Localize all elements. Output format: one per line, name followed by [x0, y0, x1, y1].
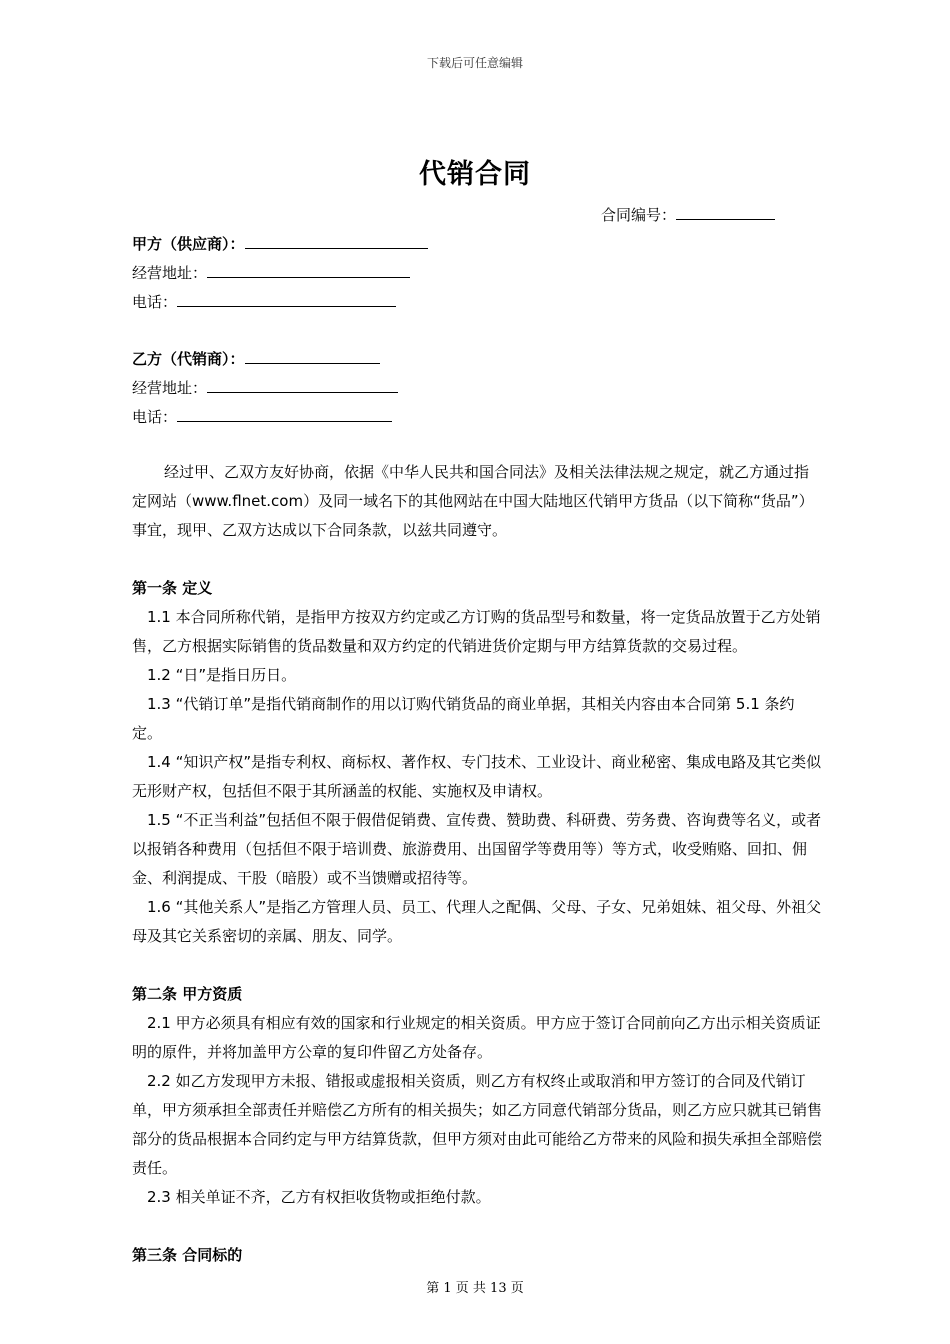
section-title: 第一条 定义 [132, 579, 213, 597]
clause-item: 1.6 “其他关系人”是指乙方管理人员、员工、代理人之配偶、父母、子女、兄弟姐妹、祖父母、外祖父母及其它关系密切的亲属、朋友、同学。 [132, 898, 822, 945]
clause-item: 1.2 “日”是指日历日。 [147, 666, 297, 684]
section-title: 第二条 甲方资质 [132, 985, 243, 1003]
header-note: 下载后可任意编辑 [426, 56, 523, 70]
party-a-line [132, 233, 428, 254]
party-b-address-label: 经营地址： [132, 379, 208, 397]
party-b-address-line [132, 377, 398, 398]
contract-body [132, 458, 822, 1270]
page-footer: 第 1 页 共 13 页 [426, 1281, 524, 1296]
clause-item: 2.2 如乙方发现甲方未报、错报或虚报相关资质，则乙方有权终止或取消和甲方签订的合同及代销订单，甲方须承担全部责任并赔偿乙方所有的相关损失；如乙方同意代销部分货品，则乙方应只就其已销售部分的货品根据本合同约定与甲方结算货款，但甲方须对由此可能给乙方带来的风险和损失承担全部赔偿责任。 [132, 1072, 823, 1177]
contract-number-line [601, 204, 775, 225]
party-b-phone-label: 电话： [132, 408, 178, 426]
party-a-blank[interactable] [245, 234, 428, 249]
section-title: 第三条 合同标的 [132, 1246, 243, 1264]
contract-number-blank[interactable] [676, 205, 775, 220]
contract-number-label: 合同编号： [601, 206, 677, 224]
clause-item: 1.4 “知识产权”是指专利权、商标权、著作权、专门技术、工业设计、商业秘密、集成电路及其它类似无形财产权，包括但不限于其所涵盖的权能、实施权及申请权。 [132, 753, 822, 800]
party-a-address-blank[interactable] [207, 263, 410, 278]
party-a-phone-line [132, 291, 396, 312]
party-b-line [132, 348, 380, 369]
clause-item: 1.3 “代销订单”是指代销商制作的用以订购代销货品的商业单据，其相关内容由本合同第 5.1 条约定。 [132, 695, 795, 742]
party-a-address-label: 经营地址： [132, 264, 208, 282]
party-a-phone-label: 电话： [132, 293, 178, 311]
clause-item: 1.5 “不正当利益”包括但不限于假借促销费、宣传费、赞助费、科研费、劳务费、咨询费等名义，或者以报销各种费用（包括但不限于培训费、旅游费用、出国留学等费用等）等方式，收受贿赂、回扣、佣金、利润提成、干股（暗股）或不当馈赠或招待等。 [132, 811, 822, 887]
clause-item: 2.1 甲方必须具有相应有效的国家和行业规定的相关资质。甲方应于签订合同前向乙方出示相关资质证明的原件，并将加盖甲方公章的复印件留乙方处备存。 [132, 1014, 821, 1061]
party-b-label: 乙方（代销商）： [132, 350, 245, 368]
party-b-phone-blank[interactable] [177, 407, 392, 422]
party-b-address-blank[interactable] [207, 378, 398, 393]
party-a-address-line [132, 262, 410, 283]
clause-item: 2.3 相关单证不齐，乙方有权拒收货物或拒绝付款。 [147, 1188, 491, 1206]
clause-item: 1.1 本合同所称代销，是指甲方按双方约定或乙方订购的货品型号和数量，将一定货品放置于乙方处销售，乙方根据实际销售的货品数量和双方约定的代销进货价定期与甲方结算货款的交易过程。 [132, 608, 821, 655]
intro-paragraph: 经过甲、乙双方友好协商，依据《中华人民共和国合同法》及相关法律法规之规定，就乙方通过指定网站（www.flnet.com）及同一域名下的其他网站在中国大陆地区代销甲方货品（以下简称“货品”）事宜，现甲、乙双方达成以下合同条款，以兹共同遵守。 [132, 463, 814, 539]
document-title: 代销合同 [419, 159, 531, 190]
party-a-phone-blank[interactable] [177, 292, 396, 307]
party-a-label: 甲方（供应商）： [132, 235, 245, 253]
party-b-phone-line [132, 406, 392, 427]
party-b-blank[interactable] [245, 349, 380, 364]
